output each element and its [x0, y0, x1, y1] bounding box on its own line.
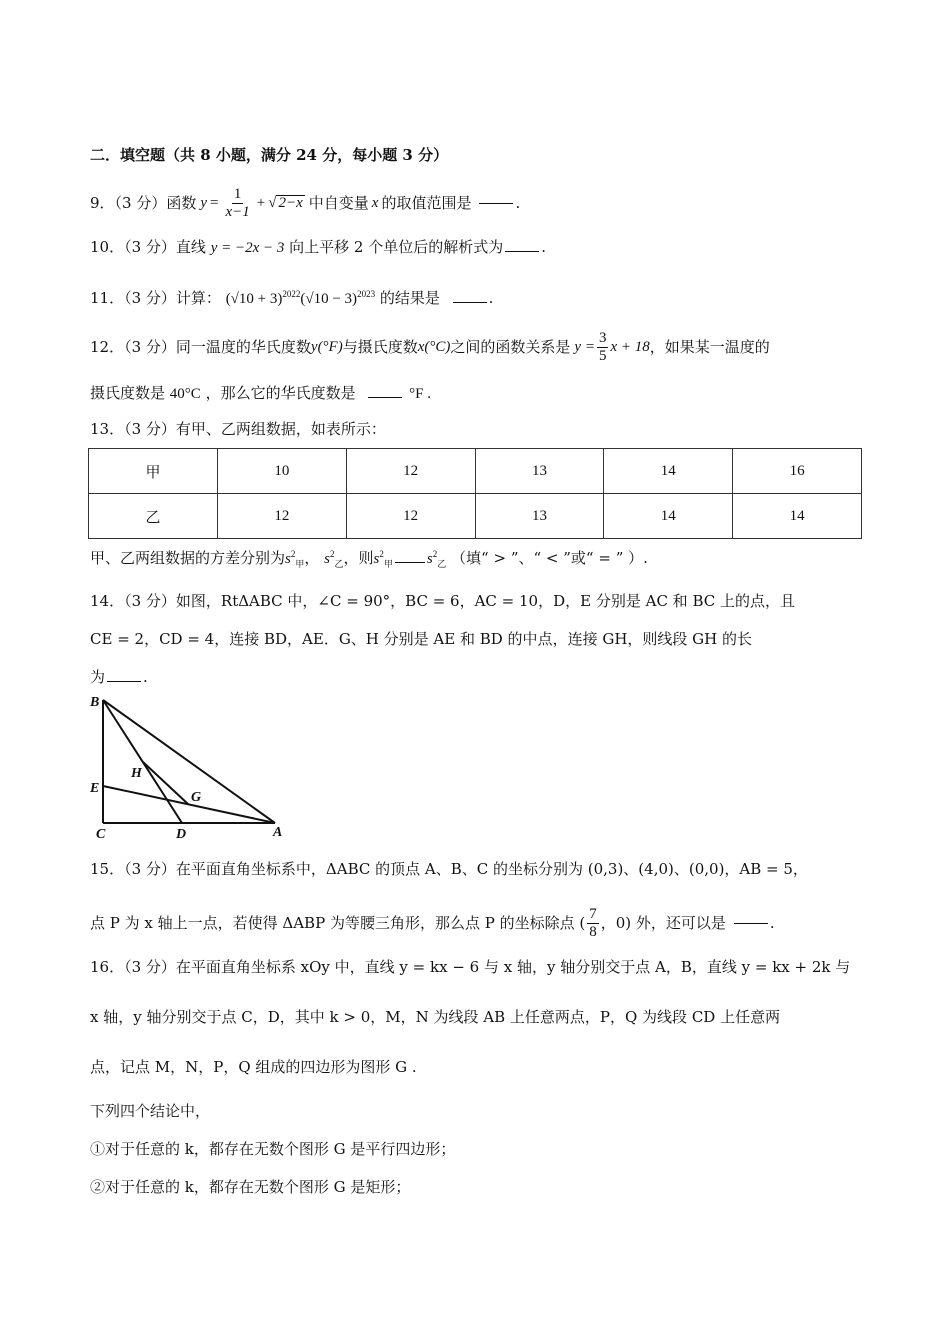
- q11-suffix: 的结果是: [379, 289, 440, 307]
- q12-frac-den: 5: [598, 347, 607, 364]
- question-11: 11．（3 分）计算： $(√10 + 3)^{2022}(√10 - 3)^{2023}$ 的结果是 .: [90, 289, 494, 307]
- segment-bd: [103, 700, 182, 823]
- q11-term1: (√10 + 3): [225, 291, 283, 307]
- q11-answer-blank[interactable]: [453, 301, 487, 303]
- q12-mid: 与摄氏度数: [342, 337, 418, 356]
- question-14-line1: 14．（3 分）如图，RtΔABC 中，∠C = 90°，BC = 6，AC = 10，D，E 分别是 AC 和 BC 上的点，且: [90, 592, 796, 610]
- label-d: D: [176, 827, 187, 840]
- q13-comma: ，: [304, 549, 320, 567]
- question-16-line4: 下列四个结论中，: [90, 1102, 211, 1120]
- label-a: A: [273, 825, 283, 840]
- q11-term2: (√10 − 3): [300, 291, 358, 307]
- table-cell: 乙: [89, 494, 218, 539]
- q10-answer-blank[interactable]: [505, 250, 539, 252]
- q13-answer-blank[interactable]: [395, 561, 425, 563]
- question-12-line2: [90, 386, 431, 402]
- table-cell: 12: [217, 494, 346, 539]
- q12-prefix: 12．（3 分）同一温度的华氏度数: [90, 337, 311, 356]
- table-cell: 16: [733, 449, 862, 494]
- q11-exp2: 2023: [357, 289, 376, 299]
- label-b: B: [90, 695, 100, 710]
- table-cell: 14: [733, 494, 862, 539]
- q13-fill-hint: （填“ > ”、“ < ”或“ = ” ）.: [451, 549, 648, 567]
- q12-fraction: [597, 330, 609, 364]
- q13-sq4: 2: [432, 549, 438, 559]
- q9-eq: =: [210, 194, 219, 211]
- q10-suffix: 向上平移 2 个单位后的解析式为: [289, 238, 504, 256]
- q15-answer-blank[interactable]: [734, 922, 768, 924]
- q13-sub3: 甲: [383, 560, 393, 570]
- q9-sqrt: 2−x: [278, 195, 303, 211]
- q12-line1-suffix: ，如果某一温度的: [649, 337, 770, 356]
- table-cell: 10: [217, 449, 346, 494]
- question-15-line2: 点 P 为 x 轴上一点，若使得 ΔABP 为等腰三角形，那么点 P 的坐标除点 ( $\frac{7}{8}$ ，0) 外，还可以是 .: [90, 906, 775, 940]
- table-cell: 13: [475, 494, 604, 539]
- q13-after: 甲、乙两组数据的方差分别为: [90, 549, 286, 567]
- question-16-line2: x 轴，y 轴分别交于点 C，D，其中 k > 0，M，N 为线段 AB 上任意两点，P，Q 为线段 CD 上任意两: [90, 1008, 781, 1026]
- question-16-line3: 点，记点 M，N，P，Q 组成的四边形为图形 G .: [90, 1058, 417, 1076]
- q13-sq3: 2: [379, 549, 384, 559]
- q15-line2-suffix: ，0) 外，还可以是: [600, 913, 726, 932]
- question-13-after: [90, 550, 648, 570]
- label-g: G: [191, 790, 202, 805]
- q15-frac-den: 8: [589, 923, 597, 940]
- question-13-prefix: 13．（3 分）有甲、乙两组数据，如表所示：: [90, 420, 386, 438]
- q12-line2-prefix: 摄氏度数是: [90, 384, 166, 402]
- q13-s3: s: [373, 551, 380, 567]
- q12-y: y(°F): [310, 338, 343, 355]
- question-16-option-1: ①对于任意的 k，都存在无数个图形 G 是平行四边形；: [90, 1140, 456, 1158]
- q13-sub4: 乙: [437, 560, 447, 570]
- q14-line3: 为: [90, 668, 106, 686]
- q12-temp: 40°C: [169, 386, 201, 402]
- table-row: [89, 494, 862, 539]
- q13-sub2: 乙: [334, 560, 344, 570]
- q9-suffix2: 的取值范围是: [381, 193, 472, 212]
- q9-frac-num: 1: [233, 186, 242, 202]
- q13-sq1: 2: [290, 549, 296, 559]
- label-c: C: [96, 827, 106, 840]
- q13-s2: s: [324, 551, 331, 567]
- q12-eq-right: x + 18: [610, 338, 650, 355]
- table-cell: 14: [604, 449, 733, 494]
- q12-line2-mid: ，那么它的华氏度数是: [205, 384, 356, 402]
- q15-fraction: [587, 906, 599, 940]
- q9-prefix: 9．（3 分）函数: [90, 193, 197, 212]
- question-15-line1: 15．（3 分）在平面直角坐标系中，ΔABC 的顶点 A、B、C 的坐标分别为 (0,3)、(4,0)、(0,0)，AB = 5，: [90, 860, 808, 878]
- question-12-line1: [90, 330, 770, 364]
- q9-y: y: [200, 194, 208, 211]
- table-cell: 14: [604, 494, 733, 539]
- q12-eq-left: y =: [574, 338, 595, 355]
- triangle-figure: [80, 688, 290, 840]
- q12-x: x(°C): [417, 338, 451, 355]
- question-16-option-2: ②对于任意的 k，都存在无数个图形 G 是矩形；: [90, 1178, 411, 1196]
- question-14-line3: 为 .: [90, 668, 148, 686]
- label-e: E: [90, 781, 100, 796]
- question-9: 9．（3 分）函数 y = $\frac{1}{x-1}$ + √ 2−x 中自变量 x 的取值范围是 .: [90, 186, 521, 220]
- question-14-line2: CE = 2，CD = 4，连接 BD，AE．G、H 分别是 AE 和 BD 的中点，连接 GH，则线段 GH 的长: [90, 630, 752, 648]
- q12-frac-num: 3: [598, 330, 607, 346]
- question-10: 10．（3 分）直线 y = −2x − 3 向上平移 2 个单位后的解析式为 .: [90, 238, 547, 256]
- q15-line2-prefix: 点 P 为 x 轴上一点，若使得 ΔABP 为等腰三角形，那么点 P 的坐标除点 (: [90, 913, 586, 932]
- q9-fraction: [224, 186, 252, 220]
- q9-plus: +: [256, 194, 266, 211]
- q9-suffix: 中自变量: [308, 193, 369, 212]
- q12-mid2: 之间的函数关系是: [450, 337, 571, 356]
- q13-s4: s: [426, 551, 433, 567]
- table-cell: 甲: [89, 449, 218, 494]
- q11-exp1: 2022: [282, 289, 301, 299]
- data-table: [88, 448, 862, 539]
- table-row: [89, 449, 862, 494]
- q15-frac-num: 7: [589, 906, 597, 922]
- q12-unit: °F .: [409, 386, 432, 402]
- q11-prefix: 11．（3 分）计算：: [90, 289, 221, 307]
- q9-frac-den: x−1: [225, 203, 250, 220]
- q13-sq2: 2: [330, 549, 335, 559]
- q10-prefix: 10．（3 分）直线: [90, 238, 206, 256]
- table-cell: 12: [346, 494, 475, 539]
- q13-sub1: 甲: [295, 560, 305, 570]
- question-16-line1: 16．（3 分）在平面直角坐标系 xOy 中，直线 y = kx − 6 与 x 轴，y 轴分别交于点 A，B，直线 y = kx + 2k 与: [90, 958, 851, 976]
- q9-answer-blank[interactable]: [479, 202, 513, 204]
- table-cell: 12: [346, 449, 475, 494]
- q13-then: ，则: [343, 549, 374, 567]
- table-cell: 13: [475, 449, 604, 494]
- section-title: 二．填空题（共 8 小题，满分 24 分，每小题 3 分）: [90, 146, 449, 164]
- q9-x: x: [371, 194, 379, 211]
- q12-answer-blank[interactable]: [368, 396, 402, 398]
- q14-answer-blank[interactable]: [107, 680, 141, 682]
- q10-expr: y = −2x − 3: [210, 240, 285, 256]
- label-h: H: [131, 766, 142, 781]
- q13-s1: s: [285, 551, 291, 567]
